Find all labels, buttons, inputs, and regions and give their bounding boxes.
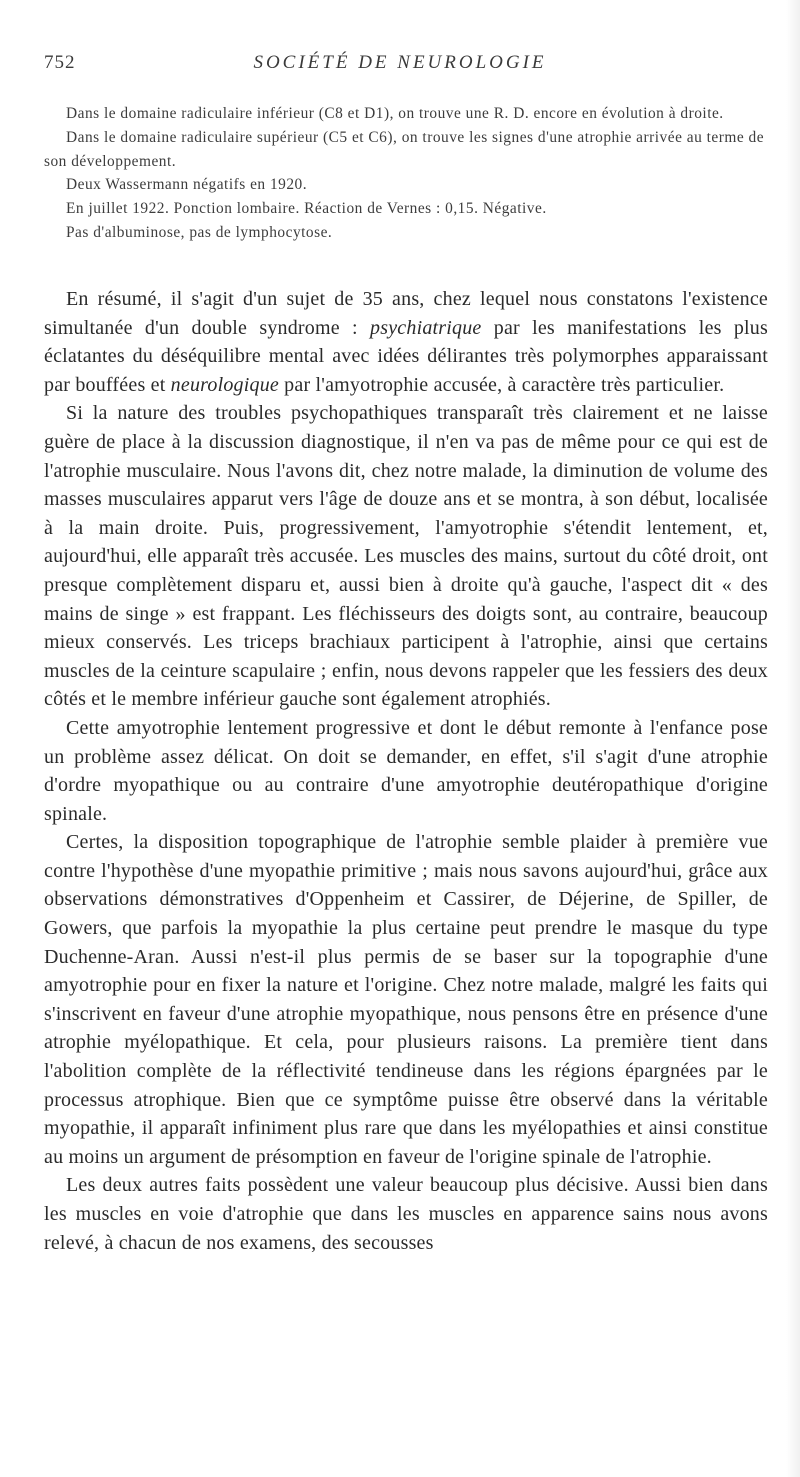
paragraph-summary <box>44 285 768 399</box>
journal-title: SOCIÉTÉ DE NEUROLOGIE <box>253 52 547 73</box>
emphasis-psychiatrique: psychiatrique <box>370 316 482 339</box>
paragraph-summary-part-3: par l'amyotrophie accusée, à caractère très particulier. <box>278 373 725 396</box>
main-text <box>44 285 768 1257</box>
clinical-notes <box>44 102 766 245</box>
note-wassermann: Deux Wassermann négatifs en 1920. <box>66 176 308 194</box>
paragraph-summary-part-2: par les manifestations les plus éclatantes du déséquilibre mental avec idées délirantes très polymorphes apparaissant par bouffées et <box>44 316 768 396</box>
paragraph-summary-part-1: En résumé, il s'agit d'un sujet de 35 ans, chez lequel nous constatons l'existence simultanée d'un double syndrome : <box>44 288 768 339</box>
note-radicular-upper: Dans le domaine radiculaire supérieur (C5 et C6), on trouve les signes d'une atrophie arrivée au terme de son développement. <box>44 128 765 170</box>
note-radicular-lower: Dans le domaine radiculaire inférieur (C8 et D1), on trouve une R. D. encore en évolution à droite. <box>66 105 724 122</box>
note-csf: Pas d'albuminose, pas de lymphocytose. <box>66 223 333 241</box>
paragraph-decisive-facts: Les deux autres faits possèdent une valeur beaucoup plus décisive. Aussi bien dans les muscles en voie d'atrophie que dans les muscles en apparence sains nous avons relevé, à chacun de nos examens, des secousses <box>44 1174 768 1254</box>
paragraph-topography: Certes, la disposition topographique de l'atrophie semble plaider à première vue contre l'hypothèse d'une myopathie primitive ; mais nous savons aujourd'hui, grâce aux observations démonstratives d'Oppenheim et Cassirer, de Déjerine, de Spiller, de Gowers, que parfois la myopathie la plus certaine peut prendre le masque du type Duchenne-Aran. Aussi n'est-il plus permis de se baser sur la topographie d'une amyotrophie pour en fixer la nature et l'origine. Chez notre malade, malgré les faits qui s'inscrivent en faveur d'une atrophie myopathique, nous pensons être en présence d'une atrophie myélopathique. Et cela, pour plusieurs raisons. La première tient dans l'abolition complète de la réflectivité tendineuse dans les régions épargnées par le processus atrophique. Bien que ce symptôme puisse être observé dans la véritable myopathie, il apparaît infiniment plus rare que dans les myélopathies et ainsi constitue au moins un argument de présomption en faveur de l'origine spinale de l'atrophie. <box>44 831 768 1168</box>
note-lumbar-puncture: En juillet 1922. Ponction lombaire. Réaction de Vernes : 0,15. Négative. <box>66 200 547 218</box>
page-number: 752 <box>44 52 76 73</box>
paragraph-problem: Cette amyotrophie lentement progressive et dont le début remonte à l'enfance pose un problème assez délicat. On doit se demander, en effet, s'il s'agit d'une atrophie d'ordre myopathique ou au contraire d'une amyotrophie deutéropathique d'origine spinale. <box>44 716 768 825</box>
page-edge-shadow <box>786 0 800 1477</box>
running-head <box>44 52 756 82</box>
paragraph-atrophy-description: Si la nature des troubles psychopathiques transparaît très clairement et ne laisse guère de place à la discussion diagnostique, il n'en va pas de même pour ce qui est de l'atrophie musculaire. Nous l'avons dit, chez notre malade, la diminution de volume des masses musculaires apparut vers l'âge de douze ans et se montra, à son début, localisée à la main droite. Puis, progressivement, l'amyotrophie s'étendit lentement, et, aujourd'hui, elle apparaît très accusée. Les muscles des mains, surtout du côté droit, ont presque complètement disparu et, aussi bien à droite qu'à gauche, l'aspect dit « des mains de singe » est frappant. Les fléchisseurs des doigts sont, au contraire, beaucoup mieux conservés. Les triceps brachiaux participent à l'atrophie, ainsi que certains muscles de la ceinture scapulaire ; enfin, nous devons rappeler que les fessiers des deux côtés et le membre inférieur gauche sont également atrophiés. <box>44 402 768 711</box>
emphasis-neurologique: neurologique <box>170 373 279 396</box>
